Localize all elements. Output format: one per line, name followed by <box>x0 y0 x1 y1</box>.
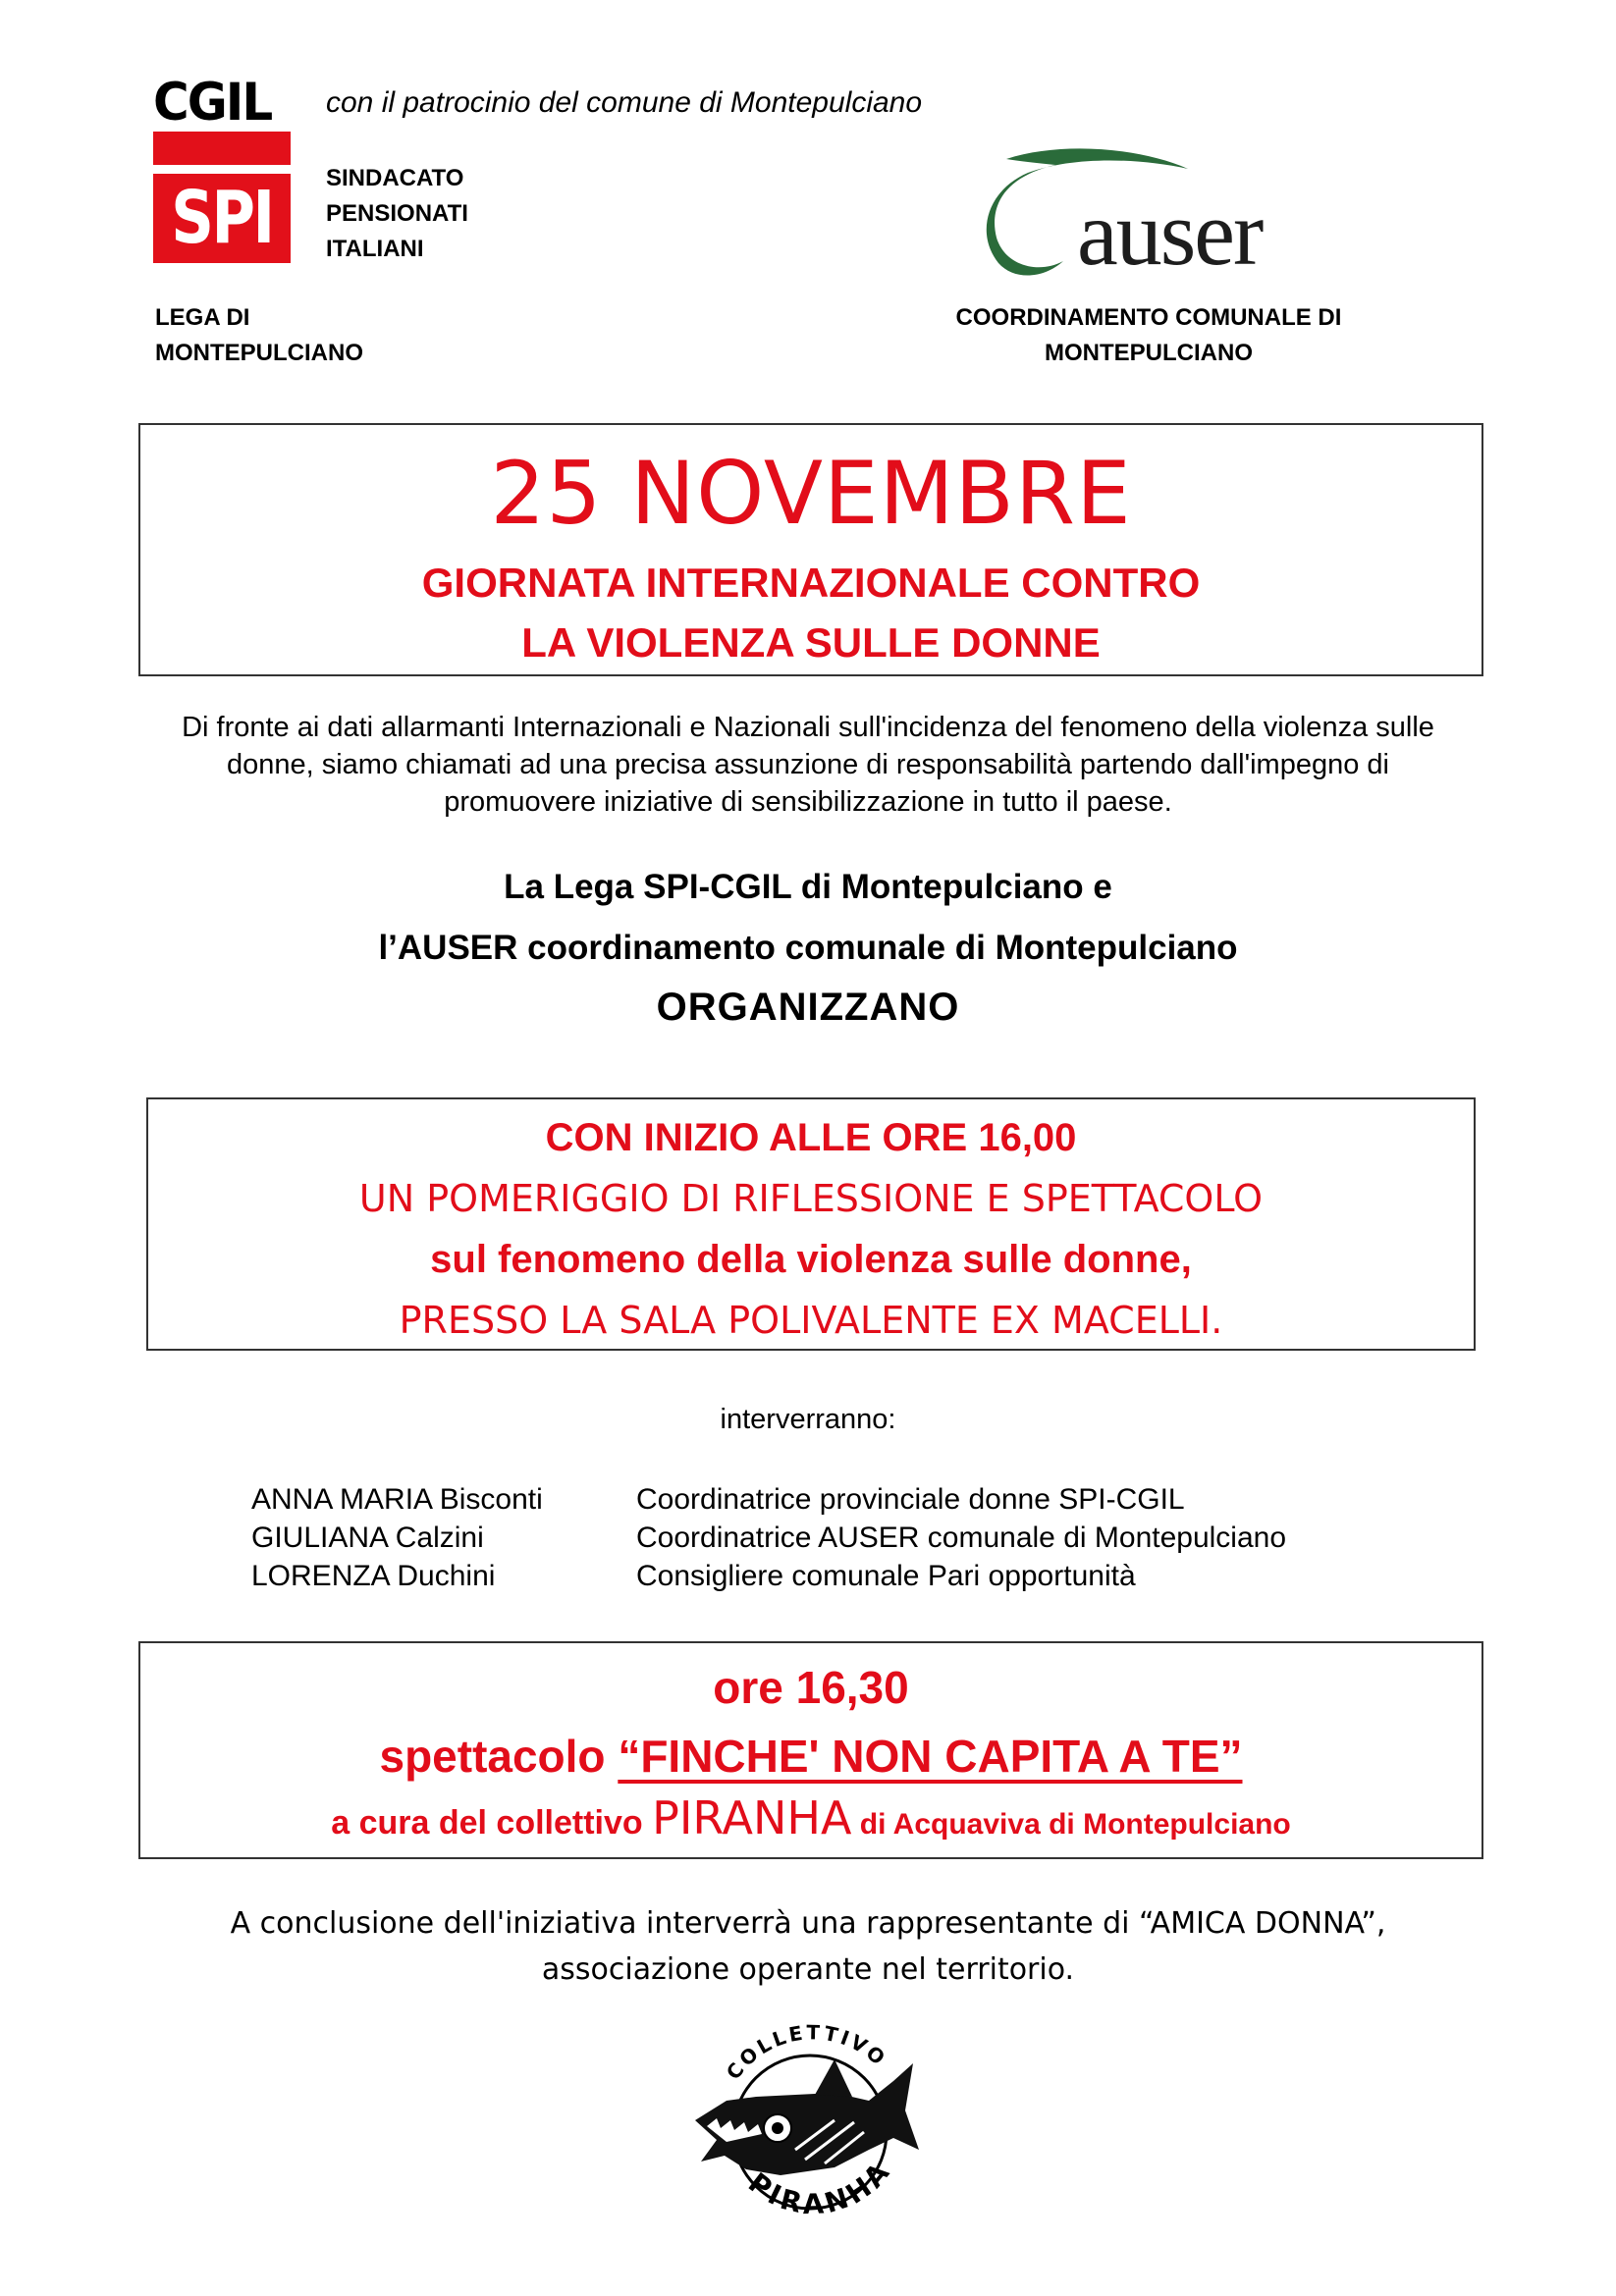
interverranno-label: interverranno: <box>720 1404 896 1435</box>
speaker-role: Consigliere comunale Pari opportunità <box>636 1560 1136 1592</box>
show-line <box>140 1726 1481 1787</box>
auser-logo <box>967 147 1301 294</box>
organizers-line-1: La Lega SPI-CGIL di Montepulciano e <box>504 868 1112 906</box>
patrocinio-text: con il patrocinio del comune di Montepulciano <box>326 86 923 119</box>
event-line-4: PRESSO LA SALA POLIVALENTE EX MACELLI. <box>399 1299 1223 1342</box>
event-date: 25 NOVEMBRE <box>490 443 1132 544</box>
speaker-name: GIULIANA Calzini <box>251 1522 484 1554</box>
piranha-logo-bottom-text: PIRANHA <box>742 2154 898 2221</box>
sindacato-text: SINDACATO PENSIONATI ITALIANI <box>326 165 468 262</box>
event-line-1: CON INIZIO ALLE ORE 16,00 <box>545 1116 1077 1159</box>
speaker-row <box>251 1519 1429 1557</box>
event-line-2: UN POMERIGGIO DI RIFLESSIONE E SPETTACOLO <box>358 1177 1264 1220</box>
conclusion-line-1: A conclusione dell'iniziativa interverrà una rappresentante di “AMICA DONNA”, <box>230 1906 1386 1941</box>
title-box <box>138 423 1483 676</box>
speakers-list <box>251 1480 1429 1595</box>
piranha-logo <box>687 2002 933 2258</box>
organizers-line-2: l’AUSER coordinamento comunale di Montepulciano <box>378 929 1238 967</box>
coordinamento-text: COORDINAMENTO COMUNALE DI MONTEPULCIANO <box>955 304 1342 366</box>
speaker-role: Coordinatrice AUSER comunale di Montepulciano <box>636 1522 1287 1554</box>
svg-text:COLLETTIVO <box>722 2020 891 2084</box>
intro-paragraph: Di fronte ai dati allarmanti Internazionali e Nazionali sull'incidenza del fenomeno della violenza sulle donne, siamo chiamati ad una precisa assunzione di responsabilità partendo dall'impegno di promuovere iniziative di sensibilizzazione in tutto il paese. <box>182 712 1434 818</box>
piranha-logo-top-text: COLLETTIVO <box>721 2020 892 2085</box>
event-line-3: sul fenomeno della violenza sulle donne, <box>430 1238 1192 1281</box>
organizers-line-3: ORGANIZZANO <box>656 986 960 1029</box>
show-time: ore 16,30 <box>713 1662 909 1713</box>
cgil-logo-text: CGIL <box>153 72 272 133</box>
title-line-2: LA VIOLENZA SULLE DONNE <box>521 619 1101 666</box>
spi-logo-text: SPI <box>171 176 273 260</box>
spi-logo-box <box>153 132 291 263</box>
show-prefix: spettacolo <box>379 1731 619 1782</box>
speaker-name: ANNA MARIA Bisconti <box>251 1483 543 1516</box>
curated-prefix: a cura del collettivo <box>331 1804 653 1842</box>
speaker-row <box>251 1557 1429 1595</box>
title-line-1: GIORNATA INTERNAZIONALE CONTRO <box>421 560 1201 606</box>
speaker-name: LORENZA Duchini <box>251 1560 496 1592</box>
conclusion-line-2: associazione operante nel territorio. <box>541 1952 1075 1987</box>
collective-name: PIRANHA <box>652 1791 852 1844</box>
cgil-spi-logo <box>153 72 291 265</box>
spi-logo-bar <box>153 165 291 174</box>
event-box <box>146 1097 1476 1351</box>
auser-logo-text: auser <box>1077 183 1263 285</box>
speaker-row <box>251 1480 1429 1519</box>
curated-line <box>140 1790 1481 1852</box>
lega-text: LEGA DI MONTEPULCIANO <box>155 304 363 366</box>
conclusion-text <box>0 1900 1616 1993</box>
curated-suffix: di Acquaviva di Montepulciano <box>851 1808 1291 1841</box>
show-title: “FINCHE' NON CAPITA A TE” <box>618 1731 1243 1782</box>
speaker-role: Coordinatrice provinciale donne SPI-CGIL <box>636 1483 1185 1516</box>
piranha-fish-icon <box>687 2002 933 2258</box>
show-box <box>138 1641 1483 1859</box>
